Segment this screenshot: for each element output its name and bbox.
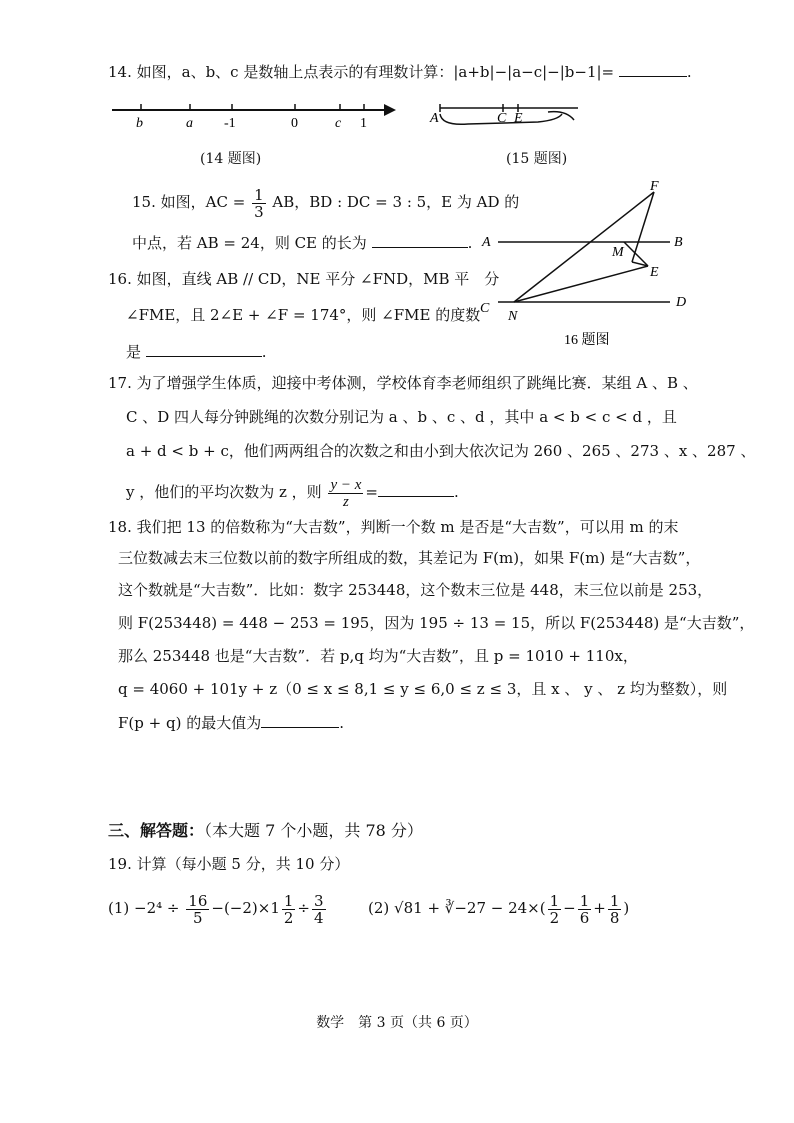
axis-label-1: 1	[360, 116, 367, 131]
fig-label-M: M	[612, 245, 624, 260]
fig-label-E: E	[650, 265, 659, 280]
fraction: $\frac{1}{3}$	[254, 185, 264, 221]
fraction: $\frac{1}{2}$	[549, 891, 560, 927]
axis-label-a: a	[186, 116, 193, 131]
q17-line2: C 、D 四人每分钟跳绳的次数分别记为 a 、b 、c 、d ，其中 a < b < c < d ，且	[126, 408, 677, 426]
fig-label-D: D	[676, 295, 687, 310]
q17-line1: 17. 为了增强学生体质，迎接中考体测，学校体育李老师组织了跳绳比赛．某组 A 、B 、	[108, 374, 698, 392]
figure-caption-15: (15 题图)	[506, 151, 568, 167]
q18-line7: F(p + q) 的最大值为 .	[118, 711, 344, 734]
axis-label-c: c	[335, 116, 342, 131]
fraction: $\frac{3}{4}$	[314, 891, 324, 927]
fig-label-N: N	[508, 309, 518, 324]
fig-label-F: F	[650, 179, 659, 194]
answer-blank	[146, 340, 262, 357]
fraction: $\frac{16}{5}$	[188, 891, 208, 927]
part-label: (2)	[368, 899, 390, 917]
axis-label-b: b	[136, 116, 143, 131]
q15-text-b: AB，BD : DC = 3 : 5，E 为 AD 的	[272, 193, 520, 211]
q14-line	[108, 60, 692, 83]
axis-label-neg1: -1	[224, 116, 236, 131]
geometry-figure-16	[474, 172, 704, 350]
fig-label-A: A	[482, 235, 491, 250]
fig-label-C: C	[497, 111, 507, 126]
question-number: 15.	[132, 193, 156, 211]
segment-figure	[428, 100, 588, 134]
q19-part2: (2) √81 + ∛−27 − 24×( $\frac{1}{2}$ − $\frac{1}{6}$ + $\frac{1}{8}$ )	[368, 891, 630, 927]
q17-line3: a + d < b + c，他们两两组合的次数之和由小到大依次记为 260 、265 、273 、x 、287 、	[126, 442, 756, 460]
fraction: $\frac{1}{6}$	[579, 891, 590, 927]
part-label: (1)	[108, 899, 130, 917]
q16-line2: ∠FME，且 2∠E + ∠F = 174°，则 ∠FME 的度数	[126, 306, 481, 324]
q18-line4: 则 F(253448) = 448 − 253 = 195，因为 195 ÷ 13 = 15，所以 F(253448) 是“大吉数”，	[118, 614, 755, 632]
question-number: 14.	[108, 63, 132, 81]
q16-line1	[108, 268, 499, 290]
question-number: 18.	[108, 518, 132, 536]
fig-label-E: E	[514, 111, 523, 126]
section-heading	[108, 820, 423, 842]
fig-label-A: A	[430, 111, 439, 126]
page-footer: 数学 第 3 页（共 6 页）	[316, 1015, 478, 1031]
question-number: 19.	[108, 855, 132, 873]
figure-caption-14: (14 题图)	[200, 151, 262, 167]
answer-blank	[372, 231, 468, 248]
number-line-figure	[108, 96, 398, 132]
q16-line3: 是 .	[126, 340, 267, 363]
q15-line2: 中点，若 AB = 24，则 CE 的长为 .	[132, 231, 472, 254]
q15-text-a: 如图，AC =	[160, 193, 246, 211]
figure-caption-16: 16 题图	[564, 333, 610, 348]
q18-line6: q = 4060 + 101y + z（0 ≤ x ≤ 8,1 ≤ y ≤ 6,0 ≤ z ≤ 3，且 x 、 y 、 z 均为整数），则	[118, 680, 728, 698]
section-note: （本大题 7 个小题，共 78 分）	[204, 821, 423, 840]
fraction: $\frac{1}{8}$	[609, 891, 620, 927]
answer-blank	[378, 480, 454, 497]
section-title: 三、解答题：	[108, 821, 205, 840]
answer-blank	[619, 60, 687, 77]
q14-text: 如图，a、b、c 是数轴上点表示的有理数计算：|a+b|−|a−c|−|b−1|=	[136, 63, 615, 81]
q14-end: .	[686, 63, 692, 81]
answer-blank	[261, 711, 339, 728]
q15-text-c: 中点，若 AB = 24，则 CE 的长为	[132, 234, 367, 252]
q19-part1: (1) −2⁴ ÷ $\frac{16}{5}$ −(−2)×1 $\frac{1}{2}$ ÷ $\frac{3}{4}$	[108, 891, 324, 927]
q18-line3: 这个数就是“大吉数”．比如：数字 253448，这个数末三位是 448，末三位以前是 253，	[118, 581, 713, 599]
q17-line4: y ，他们的平均次数为 z ，则 $\frac{y - x}{z}$ = .	[126, 476, 459, 510]
q18-line2: 三位数减去末三位数以前的数字所组成的数，其差记为 F(m)，如果 F(m) 是“大吉数”，	[118, 549, 701, 567]
axis-label-0: 0	[291, 116, 298, 131]
q15-line1	[132, 186, 519, 220]
q18-line5: 那么 253448 也是“大吉数”．若 p,q 均为“大吉数”，且 p = 1010 + 110x，	[118, 647, 638, 665]
q16-text: 如图，直线 AB // CD，NE 平分 ∠FND，MB 平 分	[136, 270, 500, 288]
question-number: 16.	[108, 270, 132, 288]
fig-label-C: C	[480, 301, 490, 316]
fraction: $\frac{1}{2}$	[283, 891, 294, 927]
question-number: 17.	[108, 374, 132, 392]
q19-title: 19. 计算（每小题 5 分，共 10 分）	[108, 855, 350, 873]
fraction: $\frac{y - x}{z}$	[330, 476, 362, 510]
fig-label-B: B	[674, 235, 683, 250]
q18-line1: 18. 我们把 13 的倍数称为“大吉数”，判断一个数 m 是否是“大吉数”，可以用 m 的末	[108, 518, 679, 536]
